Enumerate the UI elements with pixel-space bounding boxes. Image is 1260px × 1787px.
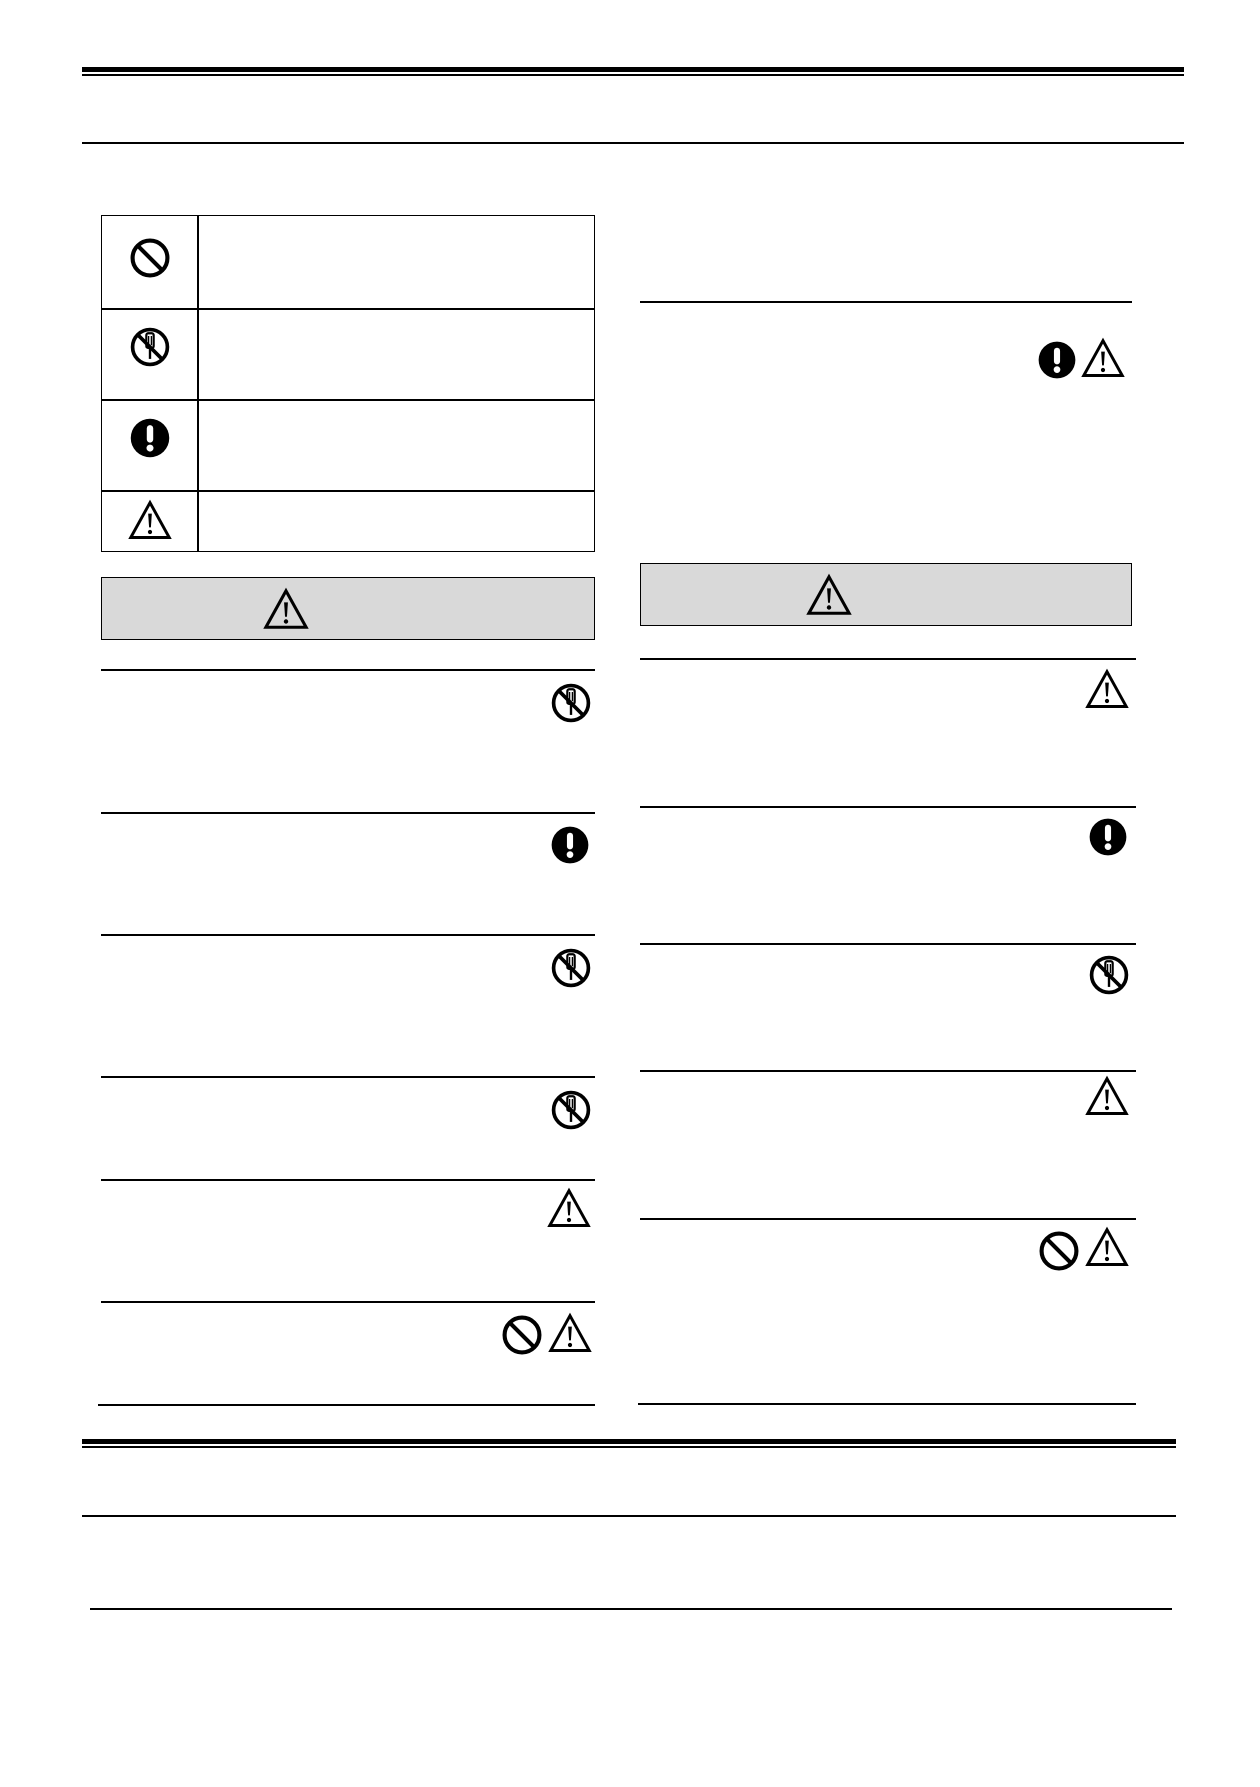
warning-banner-left [101, 577, 595, 640]
legend-row-divider [102, 308, 594, 310]
no-disassembly-icon [549, 946, 593, 990]
item-divider [101, 1301, 595, 1303]
item-divider [640, 1070, 1136, 1072]
prohibition-icon [500, 1313, 544, 1357]
item-divider [101, 812, 595, 814]
mandatory-action-icon [128, 416, 172, 460]
warning-banner-right [640, 563, 1132, 626]
item-divider [101, 934, 595, 936]
item-divider [640, 943, 1136, 945]
header-thick-rule [82, 67, 1184, 72]
no-disassembly-icon [549, 1088, 593, 1132]
warning-triangle-icon [1083, 1075, 1131, 1119]
footer-section-rule [82, 1515, 1176, 1517]
footer-thin-rule [82, 1446, 1176, 1448]
item-divider [101, 669, 595, 671]
no-disassembly-icon [1087, 953, 1131, 997]
no-disassembly-icon [128, 325, 172, 369]
warning-triangle-icon [128, 499, 172, 543]
warning-triangle-icon [1080, 337, 1126, 381]
legend-column-divider [197, 216, 199, 551]
warning-triangle-icon [1083, 1226, 1131, 1270]
warning-triangle-icon [545, 1187, 593, 1231]
item-divider [98, 1404, 595, 1406]
item-divider [101, 1179, 595, 1181]
mandatory-action-icon [549, 824, 591, 866]
no-disassembly-icon [549, 681, 593, 725]
warning-triangle-icon [1083, 668, 1131, 712]
item-divider [638, 1403, 1136, 1405]
header-thin-rule [82, 74, 1184, 76]
prohibition-icon [1037, 1229, 1081, 1273]
footer-bottom-rule [90, 1608, 1172, 1610]
warning-triangle-icon [546, 1312, 594, 1356]
symbol-legend-table [101, 215, 595, 552]
intro-divider [640, 301, 1132, 303]
section-title-rule [82, 142, 1184, 144]
item-divider [640, 658, 1136, 660]
warning-triangle-icon [806, 573, 852, 619]
item-divider [640, 1218, 1136, 1220]
legend-row-divider [102, 399, 594, 401]
warning-triangle-icon [263, 587, 309, 633]
legend-row-divider [102, 490, 594, 492]
prohibition-icon [128, 236, 172, 280]
mandatory-action-icon [1087, 816, 1129, 858]
mandatory-action-icon [1036, 339, 1078, 381]
item-divider [640, 806, 1136, 808]
footer-thick-rule [82, 1439, 1176, 1444]
item-divider [101, 1076, 595, 1078]
